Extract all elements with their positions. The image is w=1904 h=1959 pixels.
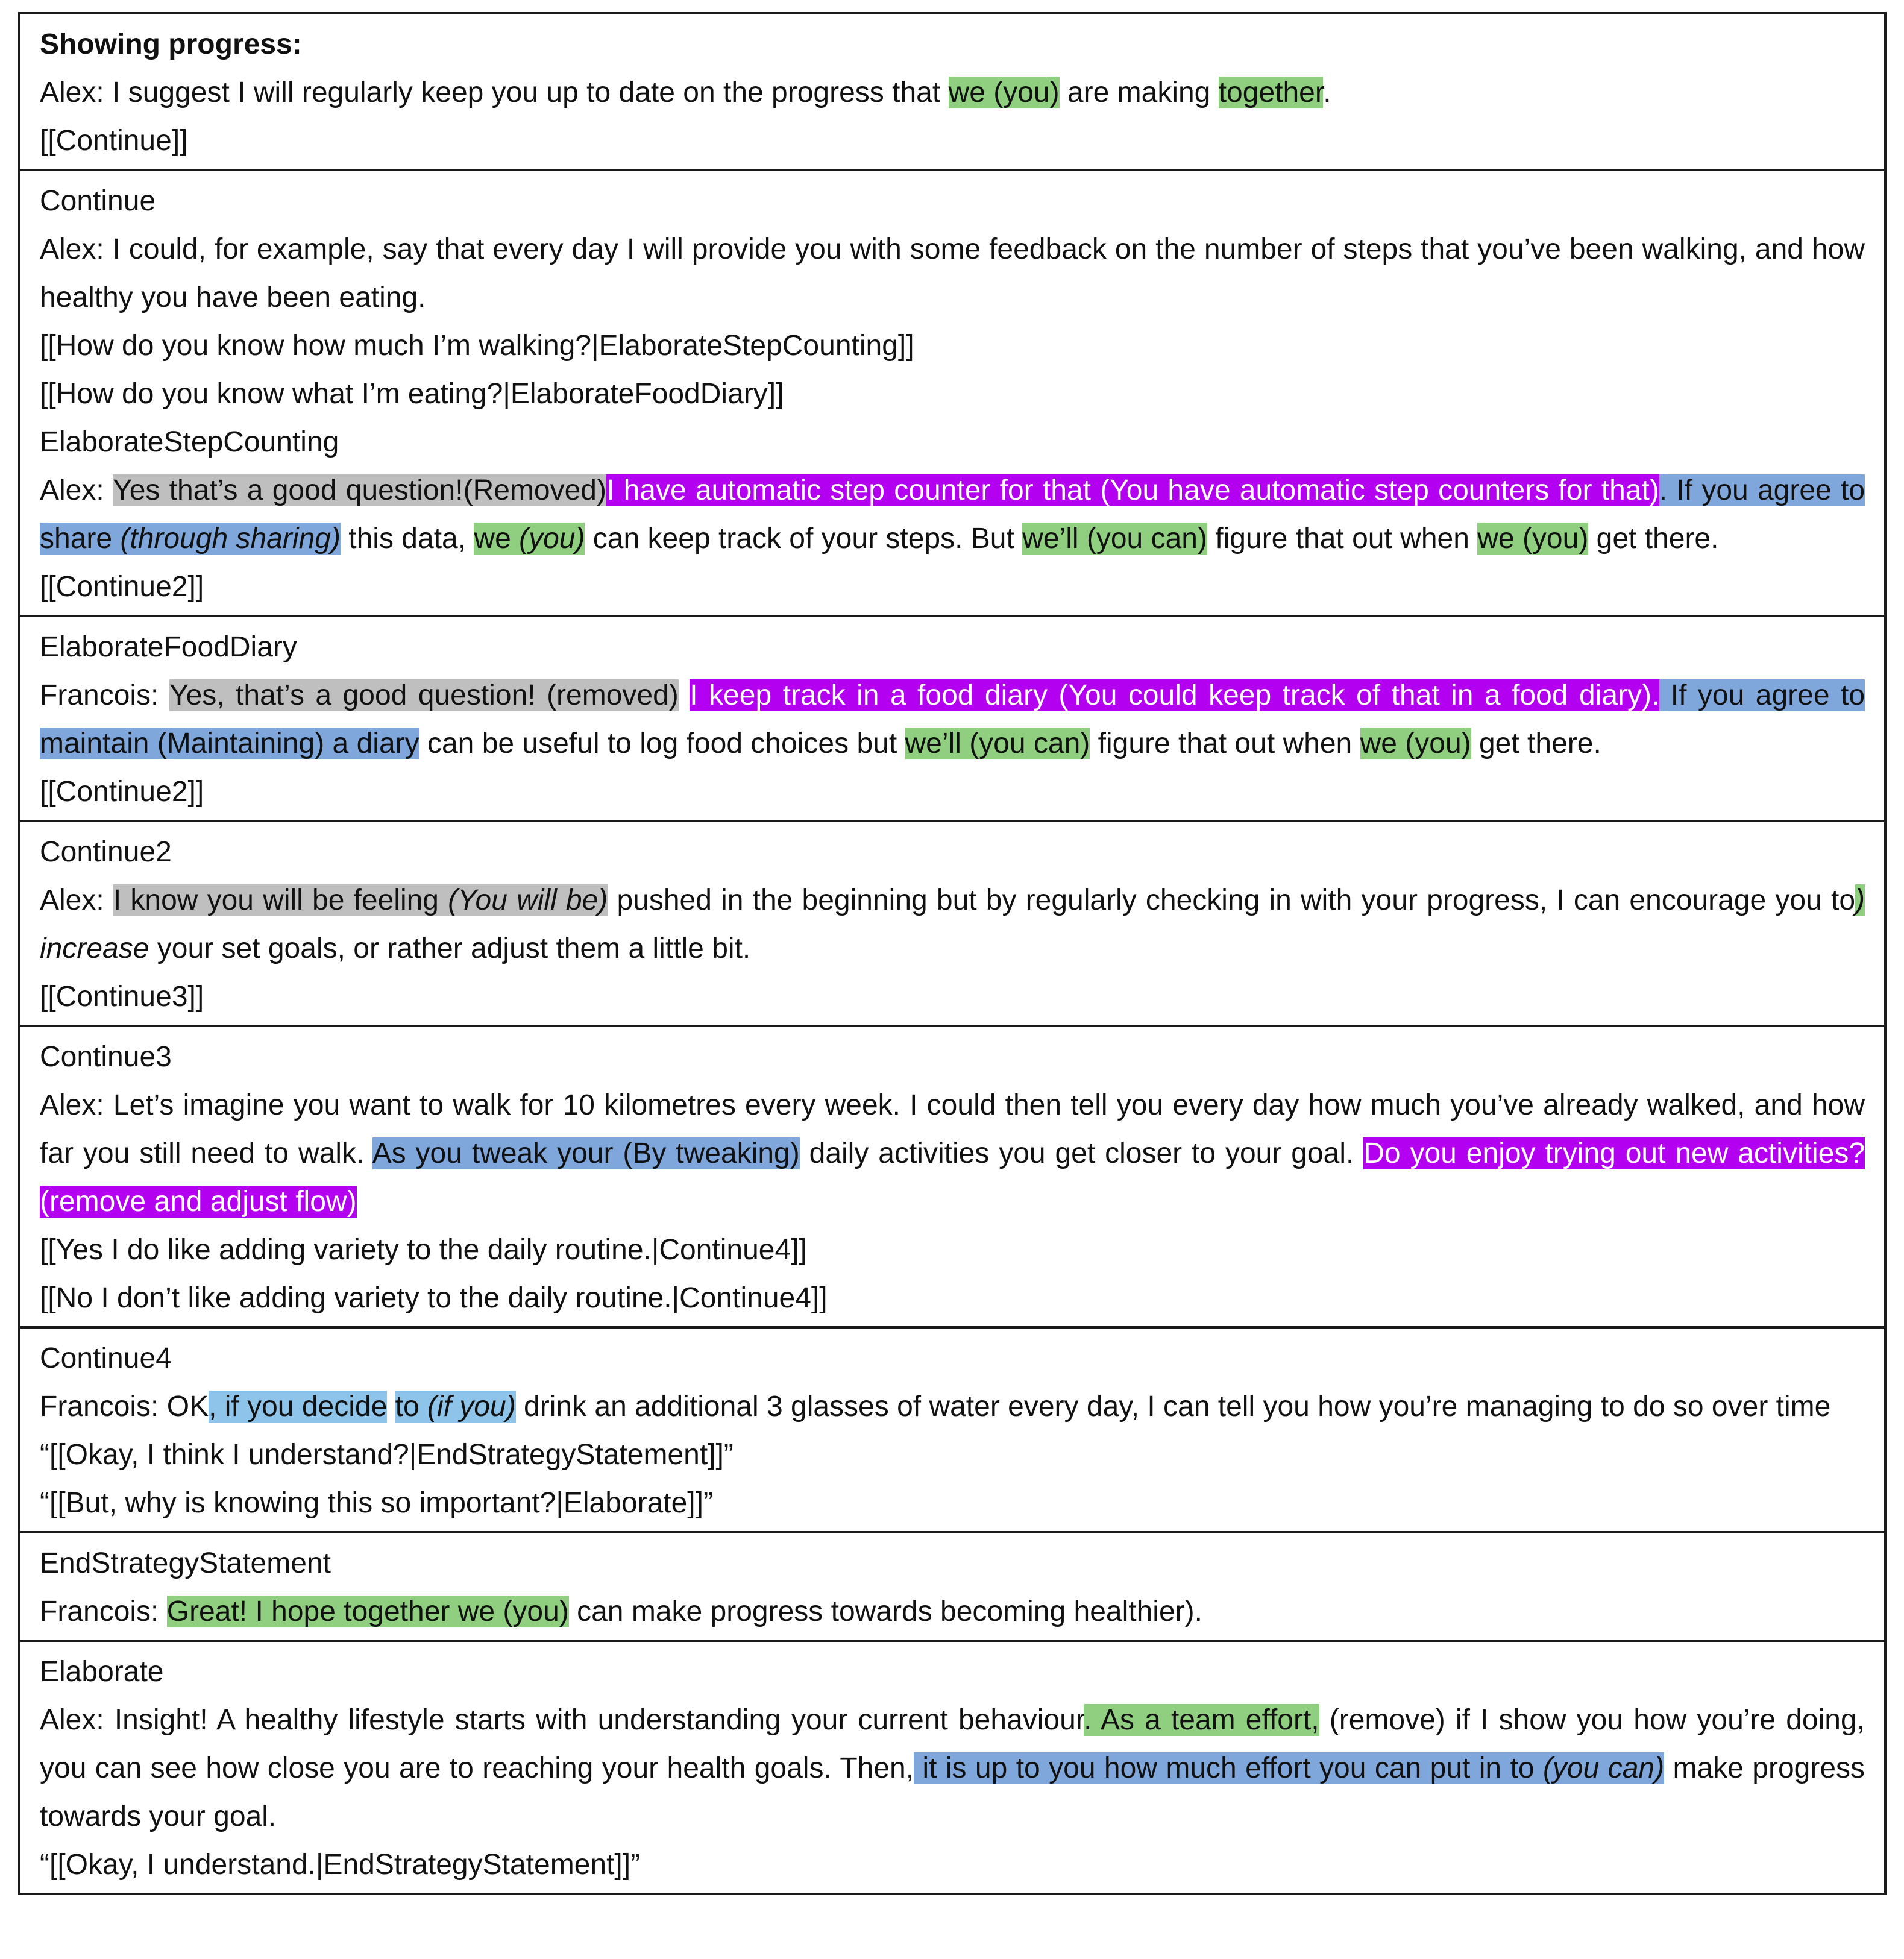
text-segment-italic: (You will be) — [448, 884, 608, 916]
text-segment: this data, — [340, 523, 474, 555]
dialogue-line — [40, 467, 1865, 563]
text-segment: to — [395, 1391, 427, 1423]
table-row — [19, 1026, 1885, 1327]
table-cell — [19, 616, 1885, 821]
text-segment-italic: (you can) — [1542, 1752, 1665, 1784]
table-row — [19, 1641, 1885, 1894]
text-segment-italic: increase — [40, 932, 149, 964]
section-title: Continue — [40, 185, 156, 217]
text-segment: make progress towards your goal. — [40, 1752, 1865, 1832]
choice-link[interactable]: “[[Okay, I think I understand?|EndStrategyStatement]]” — [40, 1439, 734, 1471]
highlight-green: we (you) — [1477, 523, 1589, 555]
highlight-purple: I have automatic step counter for that (You have automatic step counters for that) — [606, 474, 1659, 506]
dialogue-line — [40, 876, 1865, 973]
table-row — [19, 821, 1885, 1026]
text-segment: can make progress towards becoming healthier). — [568, 1596, 1202, 1627]
text-segment: Francois: — [40, 1596, 167, 1627]
dialogue-line — [40, 1588, 1865, 1636]
text-segment: pushed in the beginning but by regularly checking in with your progress, I can encourage you to — [608, 884, 1856, 916]
text-segment: (remove) if I show you how you’re doing, you can see how close you are to reaching your health goals. Then, — [40, 1704, 1865, 1784]
dialogue-line — [40, 1383, 1865, 1431]
highlight-gray: Yes, that’s a good question! (removed) — [169, 679, 679, 711]
highlight-green: we (you) — [1360, 728, 1471, 759]
table-row — [19, 13, 1885, 170]
highlight-purple: Do you enjoy trying out new activities?(remove and adjust flow) — [40, 1137, 1865, 1218]
table-row — [19, 616, 1885, 821]
text-segment: Alex: Let’s imagine you want to walk for 10 kilometres every week. I could then tell you every day how much you’ve already walked, and how far you still need to walk. — [40, 1089, 1865, 1169]
section-title: Continue2 — [40, 836, 172, 868]
highlight-green: . As a team effort, — [1084, 1704, 1319, 1736]
section-title: EndStrategyStatement — [40, 1547, 331, 1579]
highlight-blue: As you tweak your (By tweaking) — [372, 1137, 800, 1169]
text-segment-italic: (if you) — [427, 1391, 516, 1423]
choice-link[interactable]: “[[But, why is knowing this so important?|Elaborate]]” — [40, 1487, 713, 1519]
highlight-gray: Yes that’s a good question!(Removed) — [113, 474, 606, 506]
choice-link[interactable]: [[How do you know how much I’m walking?|ElaborateStepCounting]] — [40, 330, 914, 362]
table-cell — [19, 821, 1885, 1026]
table-row — [19, 1327, 1885, 1532]
dialogue-line — [40, 1081, 1865, 1226]
choice-link[interactable]: [[Continue]] — [40, 125, 188, 157]
section-title: ElaborateStepCounting — [40, 426, 339, 458]
dialogue-table — [18, 12, 1887, 1895]
choice-link[interactable]: [[No I don’t like adding variety to the daily routine.|Continue4]] — [40, 1282, 828, 1314]
choice-link[interactable]: [[How do you know what I’m eating?|ElaborateFoodDiary]] — [40, 378, 784, 410]
text-segment: . — [1323, 77, 1331, 108]
highlight-blue: , if you decide — [209, 1391, 388, 1423]
dialogue-line — [40, 1696, 1865, 1841]
section-title: Continue4 — [40, 1342, 172, 1374]
highlight-blue — [914, 1752, 1664, 1784]
table-cell — [19, 1641, 1885, 1894]
text-segment: are making — [1059, 77, 1219, 108]
highlight-blue: If you agree to maintain (Maintaining) a diary — [40, 679, 1865, 759]
section-title: ElaborateFoodDiary — [40, 631, 297, 663]
highlight-green: we’ll (you can) — [905, 728, 1090, 759]
text-segment: Francois: — [40, 679, 169, 711]
text-segment: daily activities you get closer to your goal. — [799, 1137, 1364, 1169]
text-segment — [679, 679, 690, 711]
highlight-blue — [395, 1391, 516, 1423]
highlight-green: ) — [1855, 884, 1865, 916]
highlight-green — [474, 523, 585, 555]
highlight-green: together — [1218, 77, 1324, 108]
text-segment: we — [474, 523, 520, 555]
dialogue-line — [40, 69, 1865, 117]
text-segment: Alex: — [40, 884, 113, 916]
text-segment: figure that out when — [1090, 728, 1360, 759]
choice-link[interactable]: [[Continue3]] — [40, 981, 204, 1013]
text-segment: can keep track of your steps. But — [585, 523, 1023, 555]
text-segment: drink an additional 3 glasses of water every day, I can tell you how you’re managing to do so over time — [515, 1391, 1831, 1423]
text-segment-italic: (you) — [519, 523, 585, 555]
table-cell — [19, 1532, 1885, 1641]
text-segment: your set goals, or rather adjust them a little bit. — [149, 932, 751, 964]
table-cell — [19, 1327, 1885, 1532]
table-cell — [19, 1026, 1885, 1327]
text-segment: get there. — [1471, 728, 1601, 759]
highlight-green: Great! I hope together we (you) — [166, 1596, 569, 1627]
text-segment: . If you agree to share — [40, 474, 1865, 555]
text-segment: Alex: I suggest I will regularly keep you up to date on the progress that — [40, 77, 949, 108]
text-segment: Alex: — [40, 474, 113, 506]
section-title: Elaborate — [40, 1656, 164, 1688]
text-segment — [387, 1391, 395, 1423]
text-segment: can be useful to log food choices but — [419, 728, 905, 759]
text-segment: Francois: OK — [40, 1391, 209, 1423]
choice-link[interactable]: [[Continue2]] — [40, 571, 204, 603]
choice-link[interactable]: [[Yes I do like adding variety to the daily routine.|Continue4]] — [40, 1234, 807, 1266]
highlight-green: we (you) — [948, 77, 1060, 108]
table-row — [19, 1532, 1885, 1641]
choice-link[interactable]: “[[Okay, I understand.|EndStrategyStatement]]” — [40, 1849, 641, 1881]
choice-link[interactable]: [[Continue2]] — [40, 776, 204, 808]
table-cell — [19, 13, 1885, 170]
highlight-purple: I keep track in a food diary (You could keep track of that in a food diary). — [690, 679, 1660, 711]
table-cell — [19, 170, 1885, 616]
text-segment: I know you will be feeling — [113, 884, 448, 916]
document-page — [18, 12, 1887, 1941]
text-segment: Alex: Insight! A healthy lifestyle starts with understanding your current behaviour — [40, 1704, 1084, 1736]
text-segment: figure that out when — [1207, 523, 1478, 555]
text-segment-italic: (through sharing) — [120, 523, 341, 555]
text-segment: get there. — [1588, 523, 1719, 555]
section-title: Showing progress: — [40, 28, 302, 60]
section-title: Continue3 — [40, 1041, 172, 1073]
table-row — [19, 170, 1885, 616]
text-segment: it is up to you how much effort you can put in to — [914, 1752, 1543, 1784]
dialogue-line: Alex: I could, for example, say that every day I will provide you with some feedback on the number of steps that you’ve been walking, and how healthy you have been eating. — [40, 233, 1865, 313]
dialogue-line — [40, 671, 1865, 768]
highlight-gray — [113, 884, 608, 916]
highlight-green: we’ll (you can) — [1022, 523, 1207, 555]
